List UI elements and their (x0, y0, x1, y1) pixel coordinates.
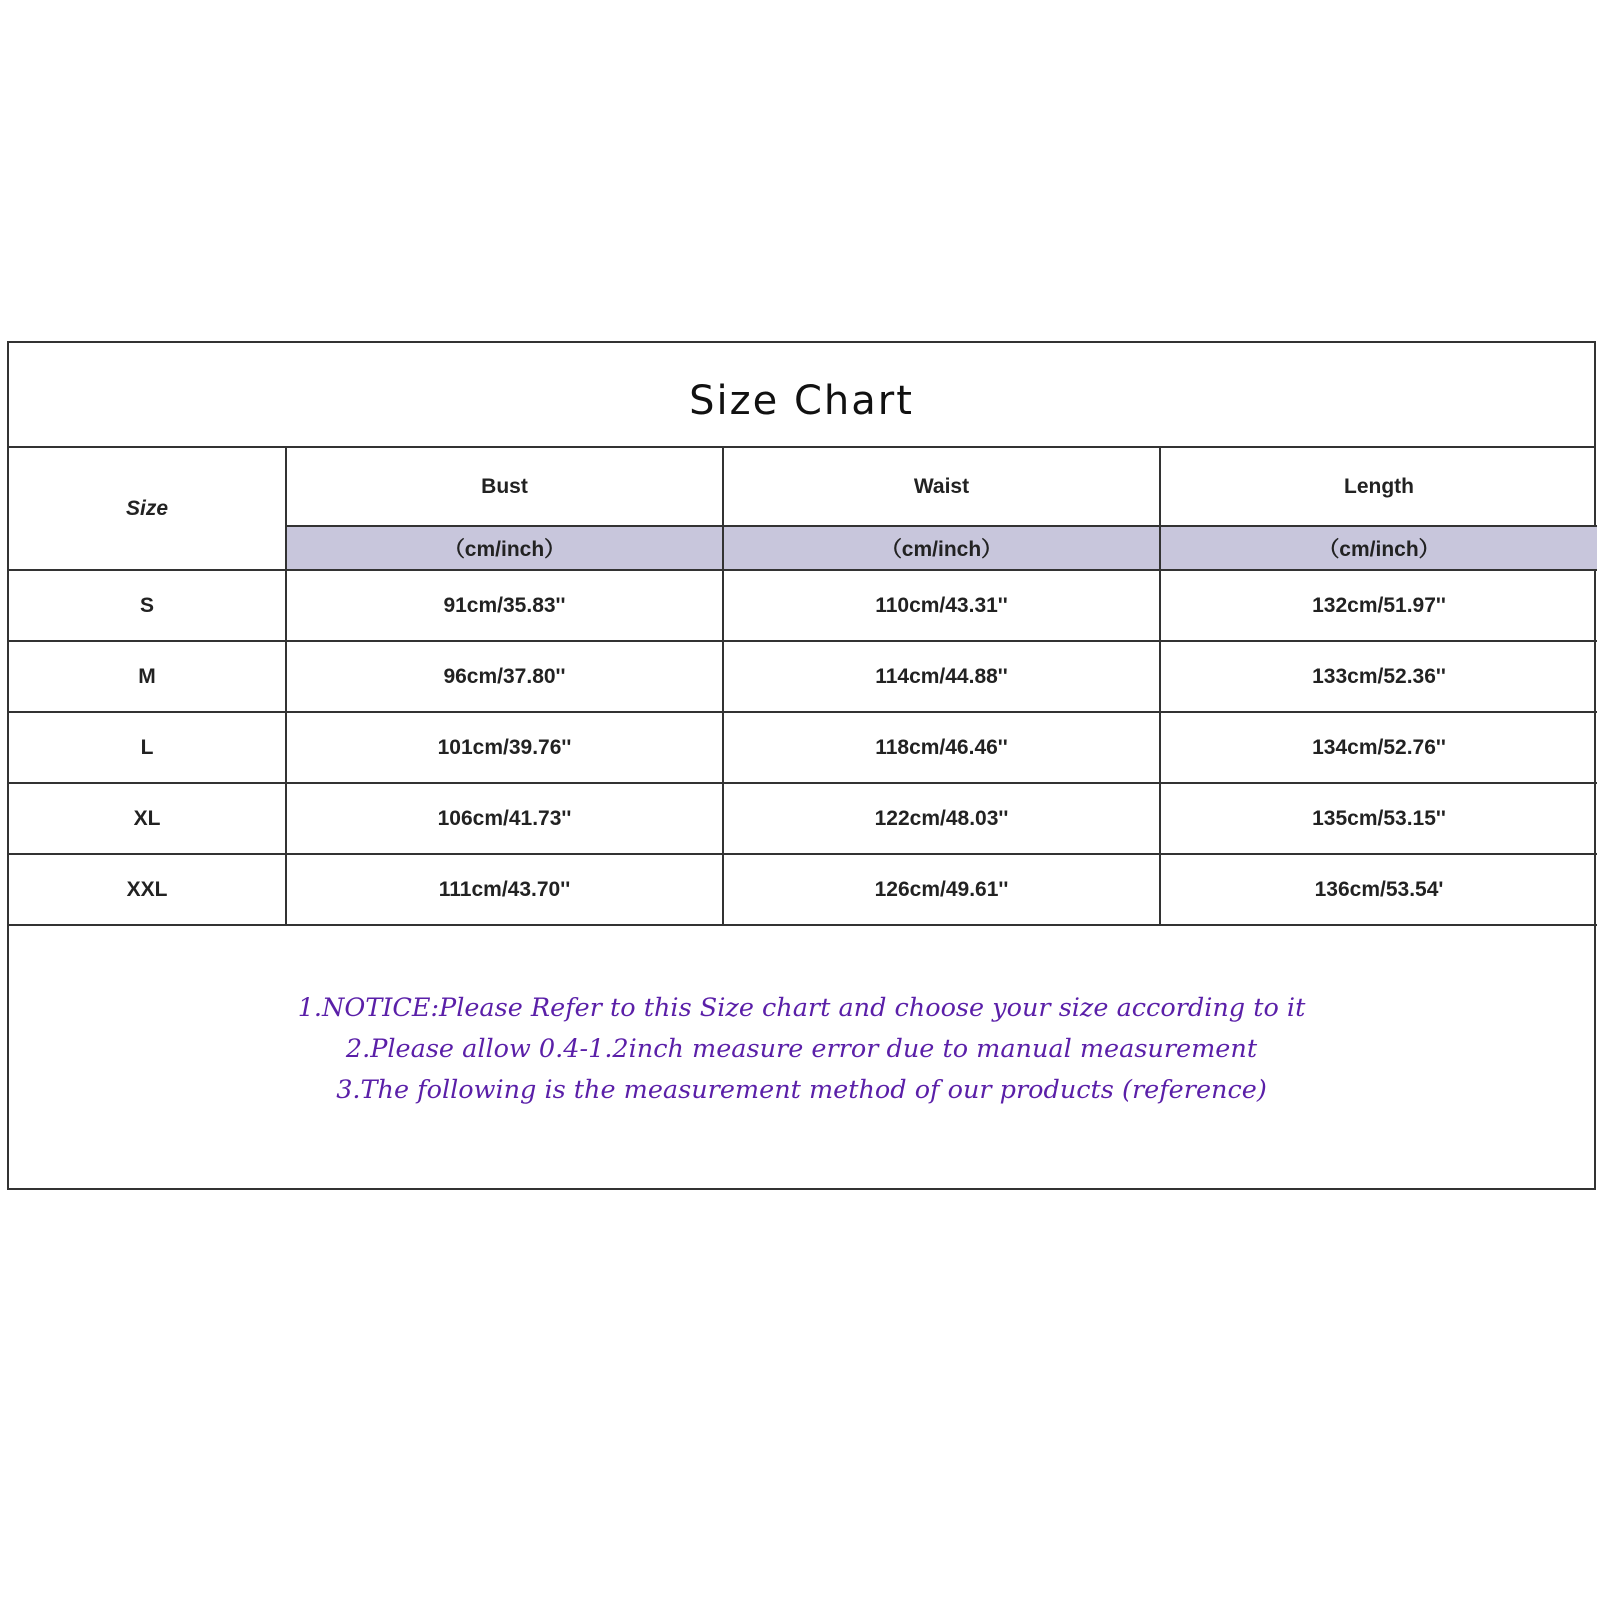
waist-cell: 118cm/46.46'' (723, 712, 1160, 783)
waist-cell: 114cm/44.88'' (723, 641, 1160, 712)
length-column-header: Length (1160, 448, 1597, 526)
note-line: 2.Please allow 0.4-1.2inch measure error due to manual measurement (345, 1034, 1258, 1064)
bust-column-header: Bust (286, 448, 723, 526)
waist-cell: 126cm/49.61'' (723, 854, 1160, 925)
bust-cell: 106cm/41.73'' (286, 783, 723, 854)
table-row (9, 641, 1597, 712)
size-table (9, 448, 1597, 926)
size-column-header: Size (9, 448, 286, 570)
bust-cell: 96cm/37.80'' (286, 641, 723, 712)
bust-unit: （cm/inch） (286, 526, 723, 570)
size-chart (7, 341, 1596, 1190)
waist-column-header: Waist (723, 448, 1160, 526)
length-cell: 135cm/53.15'' (1160, 783, 1597, 854)
header-row (9, 448, 1597, 526)
size-cell: XXL (9, 854, 286, 925)
length-unit: （cm/inch） (1160, 526, 1597, 570)
length-cell: 132cm/51.97'' (1160, 570, 1597, 641)
bust-cell: 91cm/35.83'' (286, 570, 723, 641)
notes-section (9, 923, 1594, 1111)
note-line: 1.NOTICE:Please Refer to this Size chart and choose your size according to it (297, 993, 1306, 1023)
length-cell: 134cm/52.76'' (1160, 712, 1597, 783)
size-cell: L (9, 712, 286, 783)
table-row (9, 783, 1597, 854)
length-cell: 133cm/52.36'' (1160, 641, 1597, 712)
table-row (9, 854, 1597, 925)
waist-unit: （cm/inch） (723, 526, 1160, 570)
note-line: 3.The following is the measurement method of our products (reference) (336, 1075, 1267, 1105)
waist-cell: 110cm/43.31'' (723, 570, 1160, 641)
size-cell: M (9, 641, 286, 712)
bust-cell: 101cm/39.76'' (286, 712, 723, 783)
chart-title: Size Chart (689, 377, 914, 424)
title-row (9, 343, 1594, 448)
size-cell: S (9, 570, 286, 641)
table-row (9, 570, 1597, 641)
bust-cell: 111cm/43.70'' (286, 854, 723, 925)
waist-cell: 122cm/48.03'' (723, 783, 1160, 854)
length-cell: 136cm/53.54' (1160, 854, 1597, 925)
size-cell: XL (9, 783, 286, 854)
table-row (9, 712, 1597, 783)
